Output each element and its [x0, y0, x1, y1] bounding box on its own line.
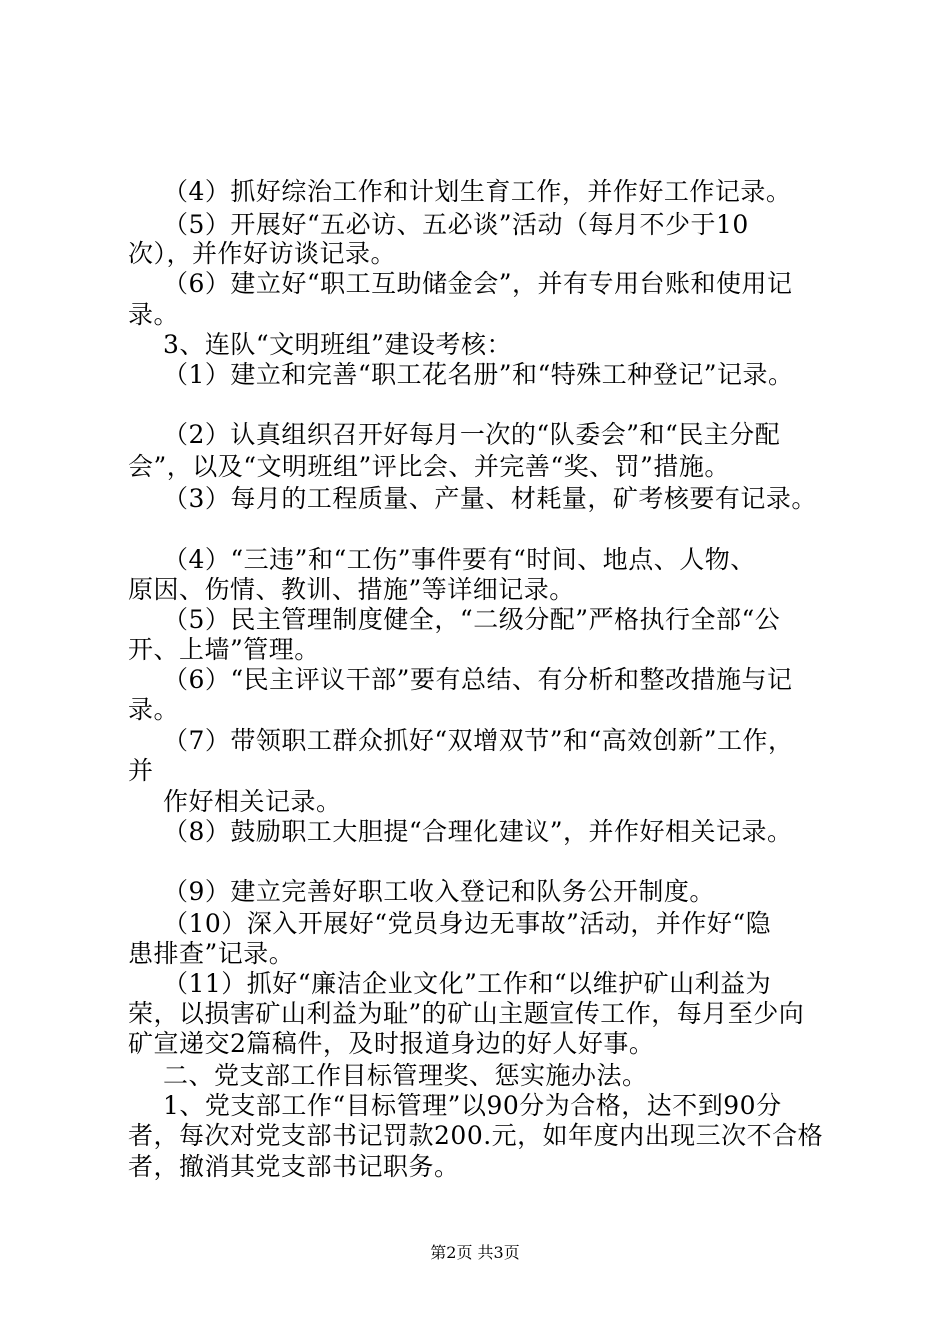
text-line: （1）建立和完善“职工花名册”和“特殊工种登记”记录。	[163, 360, 794, 389]
text-line: 者，撤消其党支部书记职务。	[128, 1152, 460, 1181]
section-heading: 二、党支部工作目标管理奖、惩实施办法。	[163, 1061, 648, 1090]
text-line: （11）抓好“廉洁企业文化”工作和“以维护矿山利益为	[163, 969, 772, 998]
text-line: （10）深入开展好“党员身边无事故”活动，并作好“隐	[163, 909, 772, 938]
text-line: （4）“三违”和“工伤”事件要有“时间、地点、人物、	[163, 545, 756, 574]
text-line: （8）鼓励职工大胆提“合理化建议”，并作好相关记录。	[163, 817, 793, 846]
text-line: 次），并作好访谈记录。	[128, 239, 397, 268]
text-line: （5）民主管理制度健全，“二级分配”严格执行全部“公	[163, 605, 781, 634]
text-line: （3）每月的工程质量、产量、材耗量，矿考核要有记录。	[163, 484, 817, 513]
page-footer: 第2页 共3页	[430, 1243, 520, 1262]
text-line: 录。	[128, 695, 180, 724]
text-line: 原因、伤情、教训、措施”等详细记录。	[128, 575, 575, 604]
text-line: 并	[128, 756, 154, 785]
text-line: （2）认真组织召开好每月一次的“队委会”和“民主分配	[163, 420, 781, 449]
text-line: 作好相关记录。	[163, 787, 342, 816]
text-line: 录。	[128, 300, 180, 329]
text-line: （7）带领职工群众抓好“双增双节”和“高效创新”工作，	[163, 726, 794, 755]
text-line: 者，每次对党支部书记罚款200.元，如年度内出现三次不合格	[128, 1121, 824, 1150]
text-line: （6）“民主评议干部”要有总结、有分析和整改措施与记	[163, 665, 793, 694]
text-line: （4）抓好综治工作和计划生育工作，并作好工作记录。	[163, 177, 792, 206]
text-line: （5）开展好“五必访、五必谈”活动（每月不少于10	[163, 210, 749, 239]
text-line: 荣，以损害矿山利益为耻”的矿山主题宣传工作，每月至少向	[128, 999, 805, 1028]
text-line: 患排查”记录。	[128, 939, 295, 968]
text-line: 1、党支部工作“目标管理”以90分为合格，达不到90分	[163, 1091, 782, 1120]
text-line: 矿宣递交2篇稿件，及时报道身边的好人好事。	[128, 1029, 655, 1058]
section-heading: 3、连队“文明班组”建设考核：	[163, 330, 512, 359]
text-line: （6）建立好“职工互助储金会”，并有专用台账和使用记	[163, 269, 793, 298]
text-line: （9）建立完善好职工收入登记和队务公开制度。	[163, 877, 715, 906]
text-line: 开、上墙”管理。	[128, 635, 320, 664]
text-line: 会”，以及“文明班组”评比会、并完善“奖、罚”措施。	[128, 452, 730, 481]
